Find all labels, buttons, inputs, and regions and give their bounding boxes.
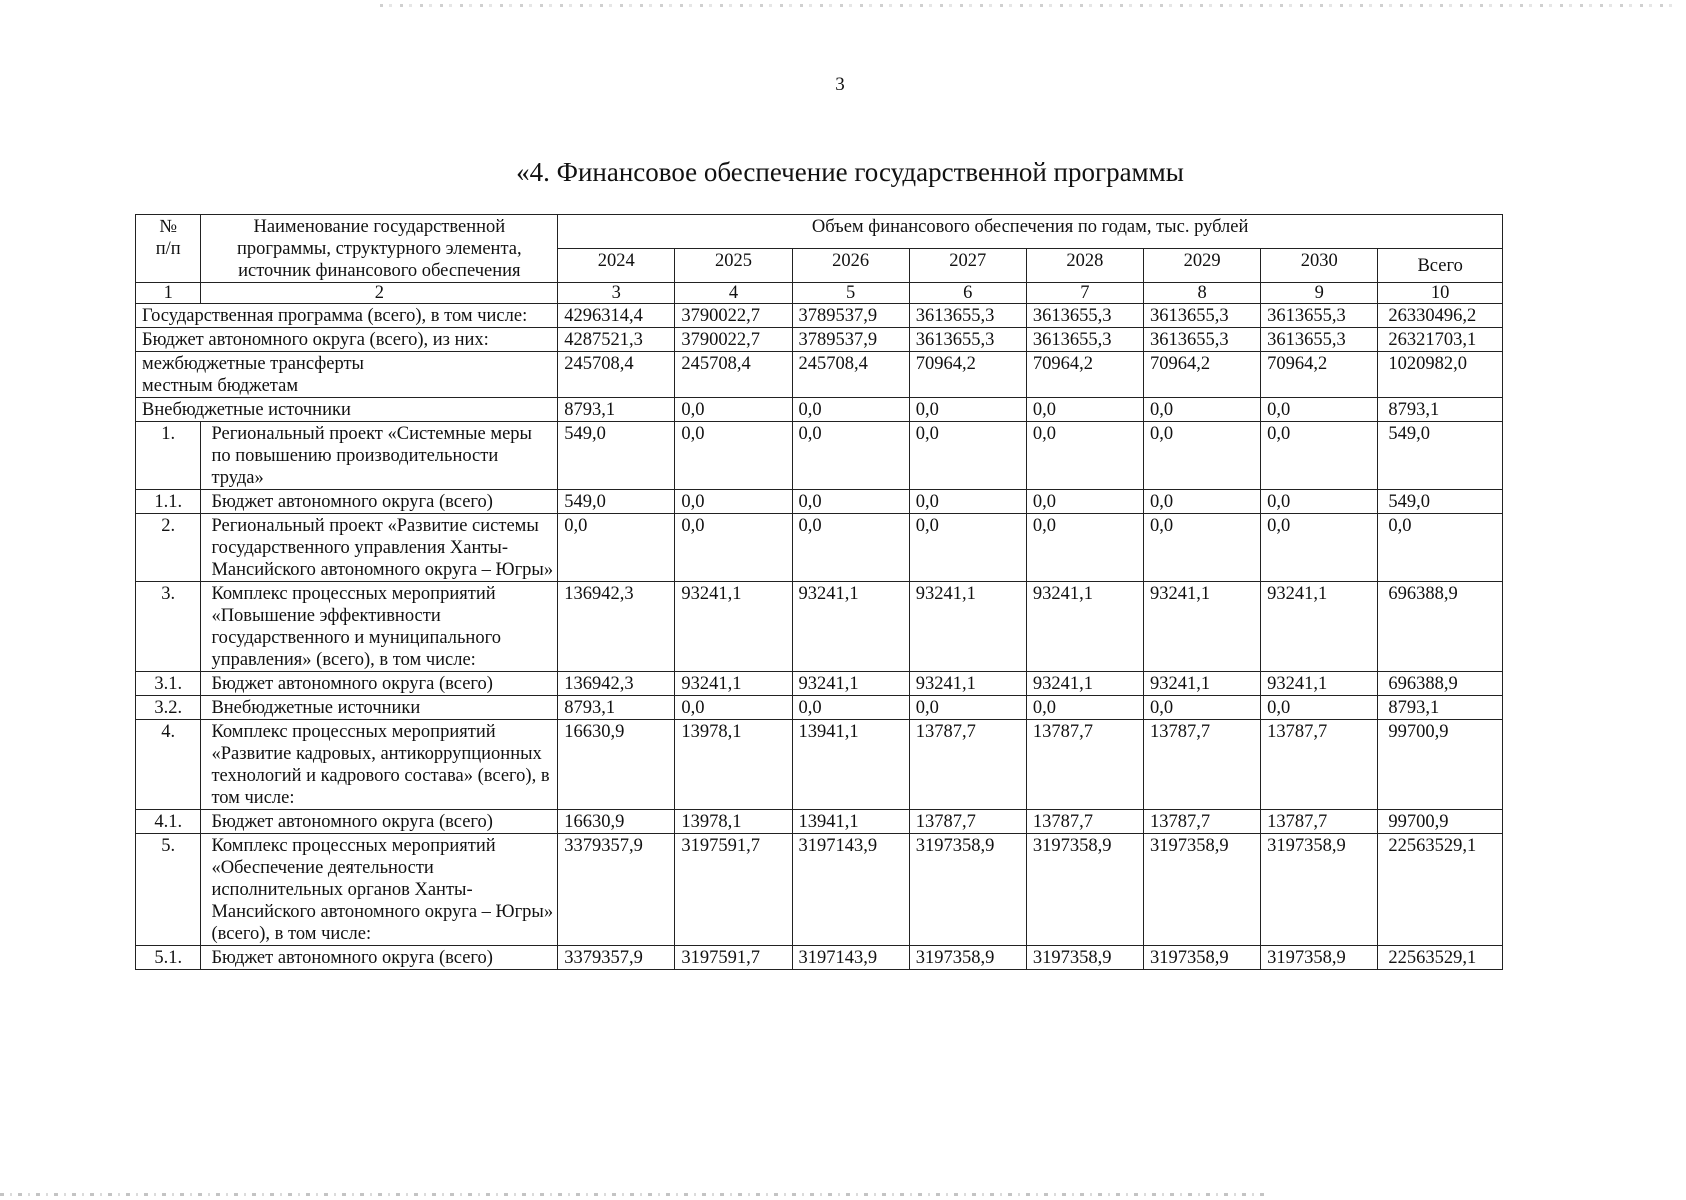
value-cell: 3613655,3 bbox=[1144, 328, 1261, 352]
value-cell: 0,0 bbox=[558, 514, 675, 582]
scan-noise-bottom bbox=[0, 1193, 1270, 1196]
table-row bbox=[136, 398, 1503, 422]
value-cell: 13787,7 bbox=[1026, 720, 1143, 810]
value-cell: 93241,1 bbox=[1026, 582, 1143, 672]
table-row bbox=[136, 946, 1503, 970]
value-cell: 13941,1 bbox=[792, 720, 909, 810]
value-cell: 3613655,3 bbox=[1026, 328, 1143, 352]
table-row bbox=[136, 352, 1503, 398]
total-cell: 549,0 bbox=[1378, 490, 1503, 514]
value-cell: 3197358,9 bbox=[1026, 834, 1143, 946]
value-cell: 0,0 bbox=[1026, 514, 1143, 582]
table-row bbox=[136, 696, 1503, 720]
section-title: «4. Финансовое обеспечение государственной программы bbox=[516, 157, 1184, 187]
row-label: Комплекс процессных мероприятий «Развитие кадровых, антикоррупционных технологий и кадрового состава» (всего), в том числе: bbox=[201, 720, 558, 810]
table-row bbox=[136, 810, 1503, 834]
value-cell: 13787,7 bbox=[1026, 810, 1143, 834]
value-cell: 13787,7 bbox=[909, 810, 1026, 834]
value-cell: 0,0 bbox=[1144, 514, 1261, 582]
table-row bbox=[136, 672, 1503, 696]
value-cell: 8793,1 bbox=[558, 398, 675, 422]
value-cell: 3790022,7 bbox=[675, 328, 792, 352]
value-cell: 136942,3 bbox=[558, 672, 675, 696]
total-cell: 0,0 bbox=[1378, 514, 1503, 582]
value-cell: 93241,1 bbox=[792, 672, 909, 696]
row-label: Бюджет автономного округа (всего), из них: bbox=[136, 328, 558, 352]
row-number: 4.1. bbox=[136, 810, 201, 834]
value-cell: 93241,1 bbox=[675, 582, 792, 672]
value-cell: 0,0 bbox=[675, 422, 792, 490]
value-cell: 0,0 bbox=[909, 514, 1026, 582]
header-row-1 bbox=[136, 215, 1503, 249]
index-cell: 4 bbox=[675, 283, 792, 304]
value-cell: 3613655,3 bbox=[1144, 304, 1261, 328]
table-row bbox=[136, 834, 1503, 946]
value-cell: 3197143,9 bbox=[792, 834, 909, 946]
value-cell: 0,0 bbox=[909, 696, 1026, 720]
header-year: 2027 bbox=[909, 249, 1026, 283]
value-cell: 3613655,3 bbox=[1261, 328, 1378, 352]
table-row bbox=[136, 422, 1503, 490]
value-cell: 3197591,7 bbox=[675, 834, 792, 946]
table-row bbox=[136, 514, 1503, 582]
row-label: Внебюджетные источники bbox=[136, 398, 558, 422]
value-cell: 0,0 bbox=[792, 696, 909, 720]
value-cell: 93241,1 bbox=[1144, 582, 1261, 672]
value-cell: 3197358,9 bbox=[1144, 946, 1261, 970]
total-cell: 549,0 bbox=[1378, 422, 1503, 490]
table-row bbox=[136, 490, 1503, 514]
value-cell: 245708,4 bbox=[792, 352, 909, 398]
row-label: Внебюджетные источники bbox=[201, 696, 558, 720]
table-row bbox=[136, 304, 1503, 328]
index-cell: 7 bbox=[1026, 283, 1143, 304]
value-cell: 3197143,9 bbox=[792, 946, 909, 970]
value-cell: 0,0 bbox=[792, 398, 909, 422]
row-label: межбюджетные трансферты местным бюджетам bbox=[136, 352, 558, 398]
value-cell: 0,0 bbox=[1026, 490, 1143, 514]
index-cell: 1 bbox=[136, 283, 201, 304]
row-number: 4. bbox=[136, 720, 201, 810]
value-cell: 3789537,9 bbox=[792, 328, 909, 352]
value-cell: 4287521,3 bbox=[558, 328, 675, 352]
total-cell: 8793,1 bbox=[1378, 398, 1503, 422]
value-cell: 3379357,9 bbox=[558, 946, 675, 970]
value-cell: 3613655,3 bbox=[1026, 304, 1143, 328]
value-cell: 3197358,9 bbox=[1144, 834, 1261, 946]
value-cell: 0,0 bbox=[1144, 422, 1261, 490]
header-name: Наименование государственной программы, структурного элемента, источник финансового обеспечения bbox=[201, 215, 558, 283]
index-cell: 2 bbox=[201, 283, 558, 304]
header-year: 2025 bbox=[675, 249, 792, 283]
row-label: Бюджет автономного округа (всего) bbox=[201, 946, 558, 970]
row-number: 5. bbox=[136, 834, 201, 946]
row-number: 3.2. bbox=[136, 696, 201, 720]
value-cell: 0,0 bbox=[1261, 398, 1378, 422]
value-cell: 0,0 bbox=[1026, 422, 1143, 490]
value-cell: 3790022,7 bbox=[675, 304, 792, 328]
header-total: Всего bbox=[1378, 249, 1503, 283]
total-cell: 22563529,1 bbox=[1378, 946, 1503, 970]
value-cell: 8793,1 bbox=[558, 696, 675, 720]
header-num: № п/п bbox=[136, 215, 201, 283]
scan-noise-top bbox=[380, 4, 1680, 7]
total-cell: 1020982,0 bbox=[1378, 352, 1503, 398]
table-row bbox=[136, 720, 1503, 810]
value-cell: 3379357,9 bbox=[558, 834, 675, 946]
row-label: Комплекс процессных мероприятий «Повышение эффективности государственного и муниципального управления» (всего), в том числе: bbox=[201, 582, 558, 672]
value-cell: 93241,1 bbox=[1261, 672, 1378, 696]
value-cell: 3613655,3 bbox=[909, 328, 1026, 352]
value-cell: 549,0 bbox=[558, 422, 675, 490]
value-cell: 0,0 bbox=[1144, 398, 1261, 422]
value-cell: 93241,1 bbox=[1026, 672, 1143, 696]
value-cell: 3613655,3 bbox=[1261, 304, 1378, 328]
value-cell: 0,0 bbox=[1144, 696, 1261, 720]
value-cell: 13978,1 bbox=[675, 720, 792, 810]
value-cell: 3197358,9 bbox=[1261, 946, 1378, 970]
value-cell: 3197358,9 bbox=[1261, 834, 1378, 946]
value-cell: 0,0 bbox=[1261, 696, 1378, 720]
row-label: Региональный проект «Системные меры по повышению производительности труда» bbox=[201, 422, 558, 490]
value-cell: 70964,2 bbox=[909, 352, 1026, 398]
total-cell: 26321703,1 bbox=[1378, 328, 1503, 352]
value-cell: 93241,1 bbox=[1261, 582, 1378, 672]
financing-table bbox=[135, 214, 1503, 970]
value-cell: 245708,4 bbox=[558, 352, 675, 398]
value-cell: 13787,7 bbox=[909, 720, 1026, 810]
value-cell: 3197358,9 bbox=[1026, 946, 1143, 970]
index-cell: 3 bbox=[558, 283, 675, 304]
header-group: Объем финансового обеспечения по годам, тыс. рублей bbox=[558, 215, 1503, 249]
header-year: 2024 bbox=[558, 249, 675, 283]
row-number: 1.1. bbox=[136, 490, 201, 514]
row-number: 2. bbox=[136, 514, 201, 582]
header-year: 2030 bbox=[1261, 249, 1378, 283]
value-cell: 16630,9 bbox=[558, 810, 675, 834]
value-cell: 0,0 bbox=[1261, 514, 1378, 582]
value-cell: 70964,2 bbox=[1026, 352, 1143, 398]
row-label: Комплекс процессных мероприятий «Обеспечение деятельности исполнительных органов Ханты-Мансийского автономного округа – Югры» (всего), в том числе: bbox=[201, 834, 558, 946]
table-row bbox=[136, 328, 1503, 352]
value-cell: 70964,2 bbox=[1261, 352, 1378, 398]
value-cell: 93241,1 bbox=[1144, 672, 1261, 696]
row-number: 5.1. bbox=[136, 946, 201, 970]
row-label: Региональный проект «Развитие системы государственного управления Ханты-Мансийского автономного округа – Югры» bbox=[201, 514, 558, 582]
value-cell: 16630,9 bbox=[558, 720, 675, 810]
value-cell: 136942,3 bbox=[558, 582, 675, 672]
value-cell: 0,0 bbox=[1026, 398, 1143, 422]
page-number: 3 bbox=[835, 74, 845, 95]
value-cell: 0,0 bbox=[675, 696, 792, 720]
value-cell: 13787,7 bbox=[1144, 810, 1261, 834]
row-number: 1. bbox=[136, 422, 201, 490]
value-cell: 0,0 bbox=[909, 398, 1026, 422]
header-year: 2028 bbox=[1026, 249, 1143, 283]
row-label: Бюджет автономного округа (всего) bbox=[201, 810, 558, 834]
value-cell: 0,0 bbox=[1026, 696, 1143, 720]
value-cell: 13787,7 bbox=[1261, 810, 1378, 834]
table-row bbox=[136, 582, 1503, 672]
value-cell: 93241,1 bbox=[909, 582, 1026, 672]
value-cell: 0,0 bbox=[1144, 490, 1261, 514]
value-cell: 4296314,4 bbox=[558, 304, 675, 328]
value-cell: 0,0 bbox=[909, 422, 1026, 490]
total-cell: 99700,9 bbox=[1378, 810, 1503, 834]
value-cell: 3197591,7 bbox=[675, 946, 792, 970]
row-number: 3.1. bbox=[136, 672, 201, 696]
total-cell: 696388,9 bbox=[1378, 672, 1503, 696]
value-cell: 3197358,9 bbox=[909, 834, 1026, 946]
value-cell: 13978,1 bbox=[675, 810, 792, 834]
value-cell: 93241,1 bbox=[792, 582, 909, 672]
total-cell: 26330496,2 bbox=[1378, 304, 1503, 328]
index-cell: 5 bbox=[792, 283, 909, 304]
value-cell: 0,0 bbox=[909, 490, 1026, 514]
total-cell: 99700,9 bbox=[1378, 720, 1503, 810]
header-index-row bbox=[136, 283, 1503, 304]
value-cell: 245708,4 bbox=[675, 352, 792, 398]
row-number: 3. bbox=[136, 582, 201, 672]
row-label: Государственная программа (всего), в том числе: bbox=[136, 304, 558, 328]
value-cell: 13787,7 bbox=[1261, 720, 1378, 810]
value-cell: 549,0 bbox=[558, 490, 675, 514]
value-cell: 0,0 bbox=[675, 514, 792, 582]
value-cell: 70964,2 bbox=[1144, 352, 1261, 398]
value-cell: 0,0 bbox=[675, 398, 792, 422]
value-cell: 0,0 bbox=[1261, 422, 1378, 490]
total-cell: 696388,9 bbox=[1378, 582, 1503, 672]
value-cell: 3197358,9 bbox=[909, 946, 1026, 970]
value-cell: 0,0 bbox=[792, 490, 909, 514]
value-cell: 3789537,9 bbox=[792, 304, 909, 328]
value-cell: 0,0 bbox=[792, 514, 909, 582]
row-label: Бюджет автономного округа (всего) bbox=[201, 490, 558, 514]
value-cell: 3613655,3 bbox=[909, 304, 1026, 328]
total-cell: 8793,1 bbox=[1378, 696, 1503, 720]
row-label: Бюджет автономного округа (всего) bbox=[201, 672, 558, 696]
value-cell: 13941,1 bbox=[792, 810, 909, 834]
value-cell: 0,0 bbox=[675, 490, 792, 514]
index-cell: 6 bbox=[909, 283, 1026, 304]
index-cell: 10 bbox=[1378, 283, 1503, 304]
value-cell: 93241,1 bbox=[675, 672, 792, 696]
value-cell: 0,0 bbox=[1261, 490, 1378, 514]
index-cell: 9 bbox=[1261, 283, 1378, 304]
value-cell: 13787,7 bbox=[1144, 720, 1261, 810]
index-cell: 8 bbox=[1144, 283, 1261, 304]
total-cell: 22563529,1 bbox=[1378, 834, 1503, 946]
value-cell: 0,0 bbox=[792, 422, 909, 490]
header-year: 2026 bbox=[792, 249, 909, 283]
value-cell: 93241,1 bbox=[909, 672, 1026, 696]
header-year: 2029 bbox=[1144, 249, 1261, 283]
